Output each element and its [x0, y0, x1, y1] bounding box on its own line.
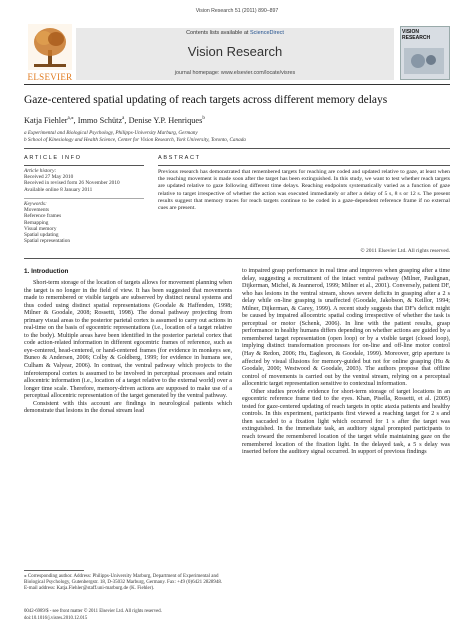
sciencedirect-link[interactable]: ScienceDirect: [249, 30, 284, 36]
history-online: Available online 8 January 2011: [24, 186, 93, 193]
doi-line[interactable]: doi:10.1016/j.visres.2010.12.015: [24, 616, 88, 621]
history-received: Received 27 May 2010: [24, 174, 74, 181]
author-marks: a,⁎: [67, 116, 74, 121]
keywords-label: Keywords:: [24, 201, 47, 207]
cover-art-icon: [404, 48, 444, 74]
affiliation-a: a Experimental and Biological Psychology, Philipps-University Marburg, Germany: [24, 130, 198, 136]
elsevier-tree-logo-icon: [28, 24, 72, 70]
journal-title: Vision Research: [187, 44, 283, 59]
homepage-label: journal homepage:: [174, 70, 221, 76]
keyword: Spatial representation: [24, 238, 71, 245]
keyword: Movements: [24, 207, 50, 214]
history-revised: Received in revised form 26 November 2010: [24, 180, 120, 187]
abstract-copyright: © 2011 Elsevier Ltd. All rights reserved.: [360, 248, 450, 254]
footnote-email: E-mail address: Katja.Fiehler@staff.uni-marburg.de (K. Fiehler).: [24, 586, 155, 592]
body-column-left: [24, 280, 232, 416]
author-name: Immo Schütz: [77, 115, 123, 125]
body-paragraph: Short-term storage of the location of targets allows for movement planning when the target is no longer in the field of view. It has been suggested that movements made to remembered or visible targets are subserved by distinct neural systems and thus coded using distinct spatial representations (Goodale & Haffenden, 1998; Milner & Goodale, 2008; Rossetti, 1998). The dorsal pathway projecting from primary visual areas to the posterior parietal cortex is assumed to carry out actions in real-time on the basis of egocentric representations (i.e., location of a target relative to the body). Multiple areas have been identified in the posterior parietal cortex that code action-related information in different egocentric frames of reference, such as eye-centered, head-centered, or hand-centered frames (for evidence in monkeys see, Buneo & Andersen, 2006; Colby & Goldberg, 1999; for evidence in humans see, Culham & Valyear, 2006). In contrast, the ventral pathway which projects to the inferotemporal cortex is assumed to be involved in perceptual processes and retain allocentric information (i.e., location of a target relative to the external world) over a longer time scale. Therefore, memory-driven actions are supposed to make use of a perceptual allocentric representation of the target generated by the ventral pathway.: [24, 280, 232, 400]
section-rule-bottom: [24, 258, 450, 259]
affiliation-b: b School of Kinesiology and Health Science, Center for Vision Research, York University, Toronto, Canada: [24, 137, 246, 143]
body-paragraph: Consistent with this account are findings in neurological patients which demonstrate that lesions in the dorsal stream lead: [24, 400, 232, 415]
journal-reference: Vision Research 51 (2011) 890–897: [195, 8, 279, 14]
issn-line: 0042-6989/$ - see front matter © 2011 Elsevier Ltd. All rights reserved.: [24, 609, 162, 614]
keyword: Visual memory: [24, 225, 57, 232]
abstract-rule: [158, 165, 450, 166]
author-list: Katja Fiehler$^{a,⁎}$, Immo Schütz$^a$, Denise Y.P. Henriques$^b$: [24, 115, 205, 125]
article-info-rule: [24, 165, 144, 166]
publisher-name: ELSEVIER: [27, 72, 73, 82]
keywords-rule: [24, 198, 144, 199]
body-paragraph: Other studies provide evidence for short-term storage of target locations in an egocentric reference frame tied to the eyes. Khan, Pisella, Rossetti, et al. (2005) tested for gaze-centered updating of reach targets in optic ataxia patients and healthy controls. In this experiment, participants first viewed a reaching target for 2 s and then saccaded to a fixation light which occurred for 1 s after the target was extinguished. In the immediate task, an auditory signal prompted participants to reach toward the remembered location of the target while maintaining gaze on the remembered location of the fixation light. In the delayed task, a 5 s delay was inserted before the auditory signal occurred. In support of previous findings: [242, 388, 450, 456]
body-column-right: [242, 268, 450, 457]
header-rule: [24, 84, 450, 85]
keyword: Spatial updating: [24, 232, 59, 239]
journal-homepage: [76, 70, 394, 76]
footnote-address: ⁎ Corresponding author. Address: Philipps-University Marburg, Department of Experimental and Biological Psychology, Gutenbergstr. 18, D-35032 Marburg, Germany. Fax: +49 (0)6421 2828948.: [24, 574, 223, 586]
author-marks: a: [122, 116, 125, 121]
article-title: Gaze-centered spatial updating of reach targets across different memory delays: [24, 94, 388, 106]
abstract-label: ABSTRACT: [158, 155, 201, 161]
footnote-rule: [24, 570, 84, 571]
homepage-url[interactable]: www.elsevier.com/locate/visres: [220, 70, 296, 76]
article-history: [24, 168, 144, 193]
author-name: Denise Y.P. Henriques: [128, 115, 203, 125]
contents-prefix: Contents lists available at: [186, 30, 249, 36]
keyword: Reference frames: [24, 213, 62, 220]
author-name: Katja Fiehler: [24, 115, 68, 125]
keywords: [24, 201, 144, 244]
section-rule: [24, 148, 450, 149]
section-heading-introduction: 1. Introduction: [24, 268, 69, 275]
keyword: Remapping: [24, 219, 49, 226]
corresponding-author-footnote: [24, 574, 232, 593]
author-marks: b: [202, 116, 205, 121]
abstract-text: Previous research has demonstrated that remembered targets for reaching are coded and updated relative to gaze, at least when the reaching movement is made soon after the target has been extinguished. In this study, we want to test whether reach targets are updated relative to gaze following different time delays. Reaching endpoints systematically varied as a function of gaze relative to target irrespective of whether the action was executed immediately or after a delay of 5 s, 8 s or 12 s. The present results suggest that memory traces for reach targets continue to be coded in a gaze-dependent reference frame if no external cues are present.: [158, 169, 450, 212]
history-label: Article history:: [24, 168, 57, 174]
cover-title: VISION RESEARCH: [402, 29, 431, 41]
article-info-label: ARTICLE INFO: [24, 155, 82, 161]
body-paragraph: to impaired grasp performance in real time and improves when grasping after a time delay, suggesting a recruitment of the intact ventral pathway (Milner, Paulignan, Dijkerman, Michel, & Jeannerod, 1999; Milner et al., 2001). Conversely, patient DF, who has lesions in the ventral stream, shows severe deficits in grasping after a 2 s delay while on-line grasping is unaffected (Goodale, Jakobson, & Keillor, 1994; Milner, Dijkerman, & Carey, 1999). A recent study suggests that DF's deficit might be caused by impaired allocentric spatial coding irrespective of whether the task is perceptual or motor (Schenk, 2006). In line with the patient results, grasp performance in healthy humans differs depending on whether actions are guided by a remembered target representation (open loop) or by a visible target (closed loop), implying distinct transformation processes for on-line and off-line motor control (Hay & Redon, 2006; Hu, Eagleson, & Goodale, 1999). Moreover, grip aperture is affected by visual illusions for memory-guided but not for online grasping (Hu & Goodale, 2000; Westwood & Goodale, 2003). The authors propose that offline control of movements is carried out by the ventral stream, relying on a perceptual allocentric target representation sensitive to contextual information.: [242, 268, 450, 388]
contents-line: [76, 30, 394, 36]
